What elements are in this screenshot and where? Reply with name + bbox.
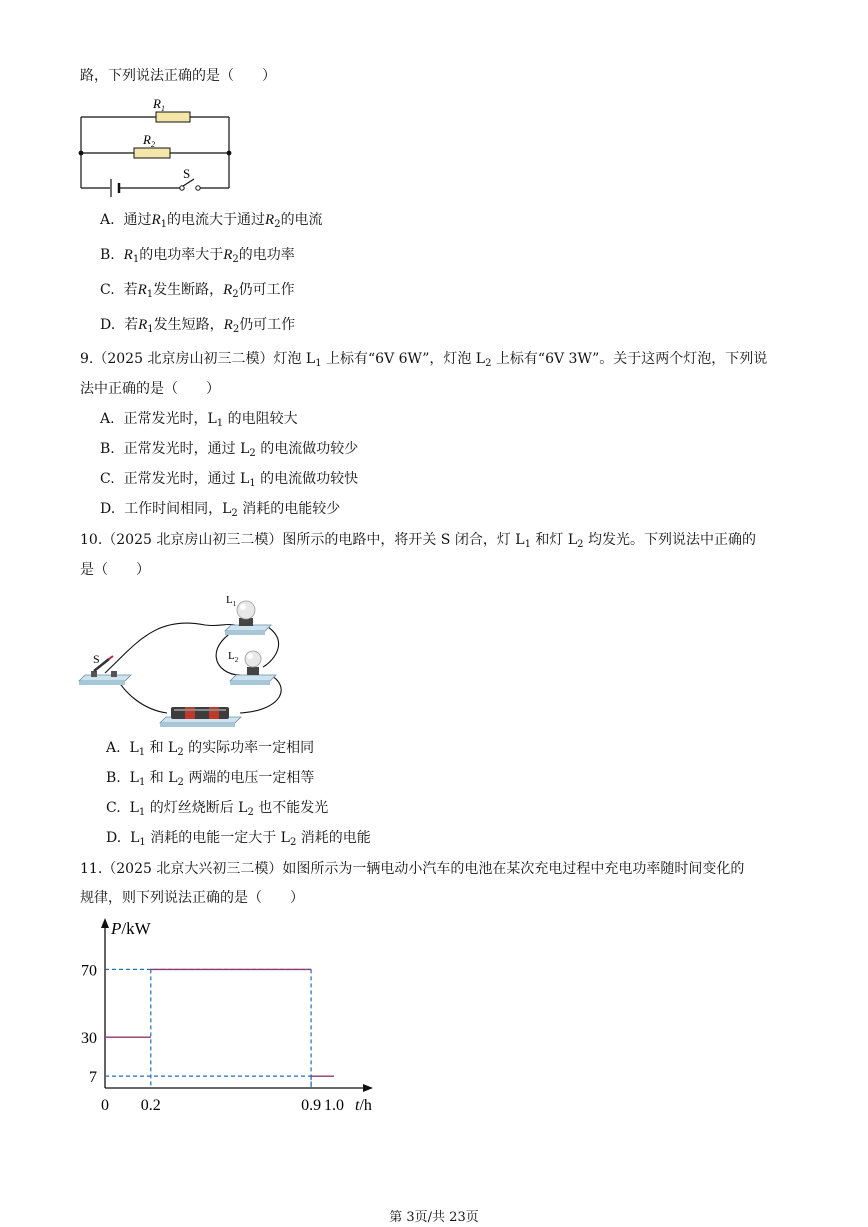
q9-stem-line2: 法中正确的是（ ） — [80, 381, 220, 397]
q8-circuit-diagram — [70, 92, 250, 197]
resistor-r2 — [134, 148, 170, 158]
r2-sub: 2 — [150, 140, 155, 149]
switch-label: S — [183, 166, 191, 181]
q9-stem-line1: 9.（2025 北京房山初三二模）灯泡 $L_1$ 上标有“6V 6W”，灯泡 $L_2$ 上标有“6V 3W”。关于这两个灯泡，下列说 — [80, 351, 768, 369]
y-tick-label-2: 7 — [89, 1069, 97, 1087]
lamp2-sub: 2 — [234, 656, 239, 664]
switch-pivot — [180, 186, 184, 190]
q10-option-c[interactable]: C. $L_1$ 的灯丝烧断后 $L_2$ 也不能发光 — [106, 800, 329, 818]
q9-option-c[interactable]: C. 正常发光时，通过 $L_1$ 的电流做功较快 — [100, 471, 359, 489]
switch-component — [79, 656, 131, 685]
lamp2-label: L — [228, 650, 235, 662]
r1-sub: 1 — [160, 104, 165, 113]
lamp1-sub: 1 — [232, 600, 237, 608]
q8-option-a[interactable]: A. 通过$R_1$的电流大于通过$R_2$的电流 — [100, 212, 323, 230]
q9-option-b[interactable]: B. 正常发光时，通过 $L_2$ 的电流做功较少 — [100, 441, 359, 459]
x-axis-label: t/h — [355, 1097, 372, 1114]
q8-option-b[interactable]: B. $R_1$的电功率大于$R_2$的电功率 — [100, 247, 295, 265]
switch-contact — [196, 186, 200, 190]
wire-switch-to-lamp1 — [105, 623, 235, 673]
svg-text:L2 — [228, 650, 239, 664]
r1-label: R — [153, 96, 161, 111]
wire-lamp1-to-lamp2-right — [263, 625, 279, 667]
switch-s-label: S — [93, 652, 100, 666]
q10-option-d[interactable]: D. $L_1$ 消耗的电能一定大于 $L_2$ 消耗的电能 — [106, 830, 371, 848]
q9-option-d[interactable]: D. 工作时间相同，$L_2$ 消耗的电能较少 — [100, 501, 341, 519]
power-time-chart — [70, 912, 390, 1117]
x-tick-label-3: 1.0 — [324, 1097, 344, 1114]
y-axis-label: P/kW — [111, 919, 151, 938]
q9-option-a[interactable]: A. 正常发光时，$L_1$ 的电阻较大 — [100, 411, 298, 429]
q8-option-c[interactable]: C. 若$R_1$发生断路，$R_2$仍可工作 — [100, 282, 295, 300]
q10-stem-line2: 是（ ） — [80, 562, 150, 578]
q10-circuit-photo — [75, 585, 290, 730]
y-tick-label-1: 30 — [81, 1030, 97, 1048]
x-axis-arrow — [363, 1084, 373, 1092]
lamp1-label: L — [226, 594, 233, 606]
q8-option-d[interactable]: D. 若$R_1$发生短路，$R_2$仍可工作 — [100, 317, 296, 335]
y-tick-label-0: 70 — [81, 962, 97, 980]
resistor-r1 — [156, 112, 190, 122]
x-tick-label-0: 0 — [101, 1097, 109, 1114]
x-tick-label-1: 0.2 — [140, 1097, 161, 1114]
q8-stem-tail: 路，下列说法正确的是（ ） — [80, 68, 276, 84]
y-axis-arrow — [101, 918, 109, 928]
r2-label: R — [143, 132, 151, 147]
q10-option-b[interactable]: B. $L_1$ 和 $L_2$ 两端的电压一定相等 — [106, 770, 315, 788]
svg-text:R1 — [152, 96, 165, 113]
svg-text:L1 — [226, 594, 237, 608]
svg-text:R2 — [142, 132, 155, 149]
battery-component — [160, 707, 241, 727]
q10-option-a[interactable]: A. $L_1$ 和 $L_2$ 的实际功率一定相同 — [106, 740, 315, 758]
x-tick-label-2: 0.9 — [301, 1097, 322, 1114]
q11-stem-line1: 11.（2025 北京大兴初三二模）如图所示为一辆电动小汽车的电池在某次充电过程中充电功率随时间变化的 — [80, 861, 745, 877]
page-footer: 第 3页/共 23页 — [389, 1210, 479, 1225]
q11-stem-line2: 规律，则下列说法正确的是（ ） — [80, 890, 304, 906]
q10-stem-line1: 10.（2025 北京房山初三二模）图所示的电路中，将开关 S 闭合，灯 $L_1$ 和灯 $L_2$ 均发光。下列说法中正确的 — [80, 532, 756, 550]
